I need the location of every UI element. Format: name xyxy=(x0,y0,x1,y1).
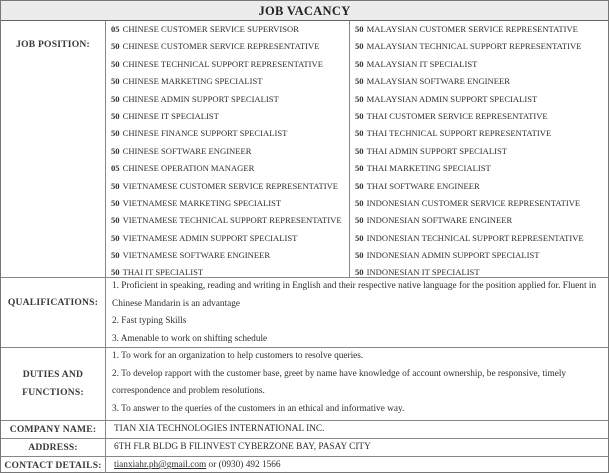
job-title: CHINESE ADMIN SUPPORT SPECIALIST xyxy=(122,93,279,104)
job-item xyxy=(111,247,347,264)
label-divider xyxy=(105,21,106,473)
qualifications-label: QUALIFICATIONS: xyxy=(7,297,99,308)
job-count: 50 xyxy=(355,58,364,69)
duty-item: 2. To develop rapport with the customer base, greet by name have knowledge of account ownership, be responsive, timely correspondence and problem resolutions. xyxy=(112,368,567,396)
job-title: VIETNAMESE MARKETING SPECIALIST xyxy=(122,197,282,208)
qualification-item: 3. Amenable to work on shifting schedule xyxy=(112,333,268,344)
job-list-right xyxy=(355,21,607,282)
job-title: CHINESE CUSTOMER SERVICE SUPERVISOR xyxy=(122,24,299,34)
job-item xyxy=(111,56,347,73)
job-count: 50 xyxy=(111,145,120,156)
job-item xyxy=(355,212,607,229)
job-title: INDONESIAN CUSTOMER SERVICE REPRESENTATIVE xyxy=(366,197,581,208)
job-title: MALAYSIAN IT SPECIALIST xyxy=(366,58,478,69)
job-item xyxy=(111,21,347,38)
page-title: JOB VACANCY xyxy=(1,1,608,21)
job-count: 50 xyxy=(111,93,120,104)
job-title: VIETNAMESE ADMIN SUPPORT SPECIALIST xyxy=(122,232,298,243)
contact-value xyxy=(114,460,281,470)
job-position-label: JOB POSITION: xyxy=(16,39,90,50)
job-count: 50 xyxy=(111,215,120,226)
job-title: INDONESIAN IT SPECIALIST xyxy=(366,267,480,278)
job-count: 50 xyxy=(355,215,364,226)
company-label: COMPANY NAME: xyxy=(9,424,97,435)
qualification-item: 2. Fast typing Skills xyxy=(112,316,187,326)
duty-item: 3. To answer to the queries of the customers in an ethical and informative way. xyxy=(112,403,405,414)
job-count: 50 xyxy=(355,197,364,208)
job-title: MALAYSIAN ADMIN SUPPORT SPECIALIST xyxy=(366,93,538,104)
job-count: 50 xyxy=(355,180,364,191)
job-title: INDONESIAN SOFTWARE ENGINEER xyxy=(366,215,513,226)
duties-label: DUTIES AND FUNCTIONS: xyxy=(22,369,84,398)
job-item xyxy=(355,178,607,195)
job-item xyxy=(355,56,607,73)
job-title: VIETNAMESE SOFTWARE ENGINEER xyxy=(122,250,271,261)
job-count: 50 xyxy=(355,232,364,243)
job-count: 50 xyxy=(111,180,120,191)
job-title: THAI ADMIN SUPPORT SPECIALIST xyxy=(366,145,508,156)
job-title: THAI TECHNICAL SUPPORT REPRESENTATIVE xyxy=(366,128,552,139)
job-count: 05 xyxy=(111,163,120,174)
job-title: INDONESIAN ADMIN SUPPORT SPECIALIST xyxy=(366,250,540,261)
job-count: 50 xyxy=(355,250,364,261)
job-item xyxy=(111,108,347,125)
column-divider xyxy=(349,21,350,277)
job-item xyxy=(355,91,607,108)
job-item xyxy=(355,108,607,125)
job-list-left xyxy=(111,21,347,282)
job-item xyxy=(111,178,347,195)
duties-list xyxy=(112,348,604,418)
divider xyxy=(1,438,608,439)
job-count: 50 xyxy=(111,58,120,69)
job-item xyxy=(111,38,347,55)
job-title: CHINESE SOFTWARE ENGINEER xyxy=(122,145,252,156)
job-count: 50 xyxy=(355,76,364,87)
job-title: INDONESIAN TECHNICAL SUPPORT REPRESENTATIVE xyxy=(366,232,584,243)
job-item xyxy=(111,125,347,142)
duty-item: 1. To work for an organization to help customers to resolve queries. xyxy=(112,351,364,361)
job-item xyxy=(355,125,607,142)
job-item xyxy=(111,212,347,229)
job-count: 05 xyxy=(111,24,120,34)
email-link[interactable]: tianxiahr.ph@gmail.com xyxy=(114,460,207,470)
job-count: 50 xyxy=(111,197,120,208)
job-count: 50 xyxy=(111,41,120,52)
job-title: MALAYSIAN CUSTOMER SERVICE REPRESENTATIVE xyxy=(366,24,578,34)
job-title: MALAYSIAN SOFTWARE ENGINEER xyxy=(366,76,510,87)
address-label: ADDRESS: xyxy=(28,442,78,453)
job-title: CHINESE TECHNICAL SUPPORT REPRESENTATIVE xyxy=(122,58,323,69)
job-title: CHINESE OPERATION MANAGER xyxy=(122,163,255,174)
job-title: CHINESE FINANCE SUPPORT SPECIALIST xyxy=(122,128,288,139)
job-title: CHINESE IT SPECIALIST xyxy=(122,110,219,121)
qualifications-list xyxy=(112,278,604,348)
contact-label: CONTACT DETAILS: xyxy=(4,460,102,471)
job-item xyxy=(355,38,607,55)
job-item xyxy=(111,195,347,212)
job-count: 50 xyxy=(111,110,120,121)
job-count: 50 xyxy=(355,267,364,278)
job-count: 50 xyxy=(111,128,120,139)
job-count: 50 xyxy=(355,145,364,156)
company-value: TIAN XIA TECHNOLOGIES INTERNATIONAL INC. xyxy=(114,424,325,434)
job-title: MALAYSIAN TECHNICAL SUPPORT REPRESENTATIVE xyxy=(366,41,582,52)
job-item xyxy=(355,73,607,90)
job-item xyxy=(355,160,607,177)
job-title: THAI IT SPECIALIST xyxy=(122,267,204,278)
job-count: 50 xyxy=(355,93,364,104)
job-count: 50 xyxy=(355,163,364,174)
job-title: THAI CUSTOMER SERVICE REPRESENTATIVE xyxy=(366,110,548,121)
job-item xyxy=(355,247,607,264)
job-title: CHINESE MARKETING SPECIALIST xyxy=(122,76,263,87)
job-count: 50 xyxy=(111,250,120,261)
job-item xyxy=(355,230,607,247)
job-item xyxy=(355,143,607,160)
job-title: VIETNAMESE TECHNICAL SUPPORT REPRESENTATIVE xyxy=(122,215,342,226)
job-count: 50 xyxy=(111,267,120,278)
job-title: THAI SOFTWARE ENGINEER xyxy=(366,180,480,191)
job-count: 50 xyxy=(355,24,364,34)
divider xyxy=(1,420,608,421)
job-count: 50 xyxy=(355,41,364,52)
job-title: VIETNAMESE CUSTOMER SERVICE REPRESENTATIVE xyxy=(122,180,339,191)
job-count: 50 xyxy=(111,76,120,87)
job-count: 50 xyxy=(111,232,120,243)
job-item xyxy=(111,143,347,160)
job-count: 50 xyxy=(355,128,364,139)
job-item xyxy=(355,21,607,38)
job-item xyxy=(355,195,607,212)
job-item xyxy=(111,91,347,108)
phone-text: or (0930) 492 1566 xyxy=(206,460,281,470)
job-item xyxy=(111,230,347,247)
job-title: THAI MARKETING SPECIALIST xyxy=(366,163,491,174)
job-item xyxy=(111,73,347,90)
qualification-item: 1. Proficient in speaking, reading and writing in English and their respective native language for the position applied for. Fluent in Chinese Mandarin is an advantage xyxy=(112,281,597,309)
divider xyxy=(1,456,608,457)
job-item xyxy=(111,160,347,177)
address-value: 6TH FLR BLDG B FILINVEST CYBERZONE BAY, PASAY CITY xyxy=(114,442,371,452)
job-count: 50 xyxy=(355,110,364,121)
job-title: CHINESE CUSTOMER SERVICE REPRESENTATIVE xyxy=(122,41,320,52)
